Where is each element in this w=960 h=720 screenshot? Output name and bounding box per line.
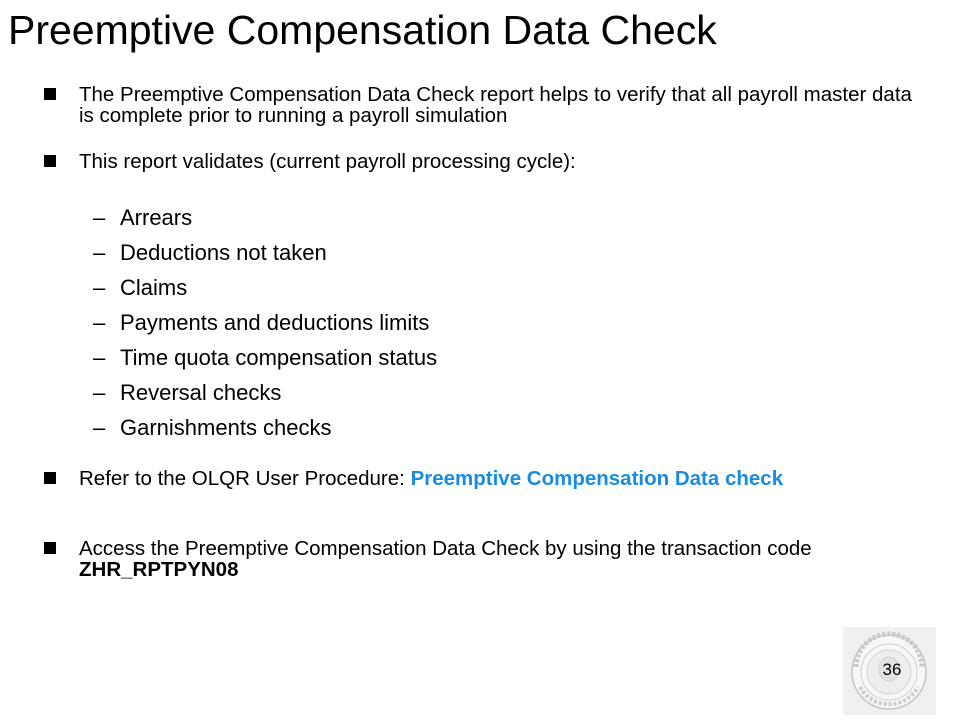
list-item (93, 410, 437, 445)
bullet-text (79, 538, 924, 580)
bullet-user-procedure (44, 468, 924, 489)
dash-marker: – (93, 345, 106, 370)
dash-marker: – (93, 415, 106, 440)
bullet-prefix: Access the Preemptive Compensation Data Check by using the transaction code (79, 537, 812, 560)
olqr-procedure-link[interactable]: Preemptive Compensation Data check (410, 467, 784, 490)
square-bullet-icon (44, 155, 56, 167)
dash-marker: – (93, 205, 106, 230)
square-bullet-icon (44, 88, 56, 100)
page-number: 36 (882, 660, 902, 679)
validation-list (93, 200, 437, 445)
bullet-text: This report validates (current payroll processing cycle): (79, 150, 576, 173)
dash-marker: – (93, 380, 106, 405)
list-item-label: Garnishments checks (120, 415, 332, 440)
bullet-transaction-code (44, 538, 924, 580)
bullet-text: The Preemptive Compensation Data Check report helps to verify that all payroll master data is complete prior to running a payroll simulation (79, 83, 912, 127)
square-bullet-icon (44, 472, 56, 484)
dash-marker: – (93, 310, 106, 335)
list-item-label: Arrears (120, 205, 193, 230)
list-item (93, 200, 437, 235)
bullet-prefix: Refer to the OLQR User Procedure: (79, 467, 411, 490)
list-item (93, 270, 437, 305)
bullet-text (79, 468, 924, 489)
list-item (93, 305, 437, 340)
bullet-report-purpose (44, 84, 924, 126)
dash-marker: – (93, 275, 106, 300)
list-item-label: Claims (120, 275, 188, 300)
list-item-label: Deductions not taken (120, 240, 327, 265)
dash-marker: – (93, 240, 106, 265)
list-item-label: Reversal checks (120, 380, 282, 405)
list-item (93, 235, 437, 270)
list-item (93, 340, 437, 375)
list-item-label: Payments and deductions limits (120, 310, 430, 335)
transaction-code: ZHR_RPTPYN08 (79, 558, 239, 581)
list-item-label: Time quota compensation status (120, 345, 438, 370)
list-item (93, 375, 437, 410)
square-bullet-icon (44, 542, 56, 554)
bullet-report-validates (44, 151, 924, 172)
slide-title: Preemptive Compensation Data Check (8, 7, 717, 53)
